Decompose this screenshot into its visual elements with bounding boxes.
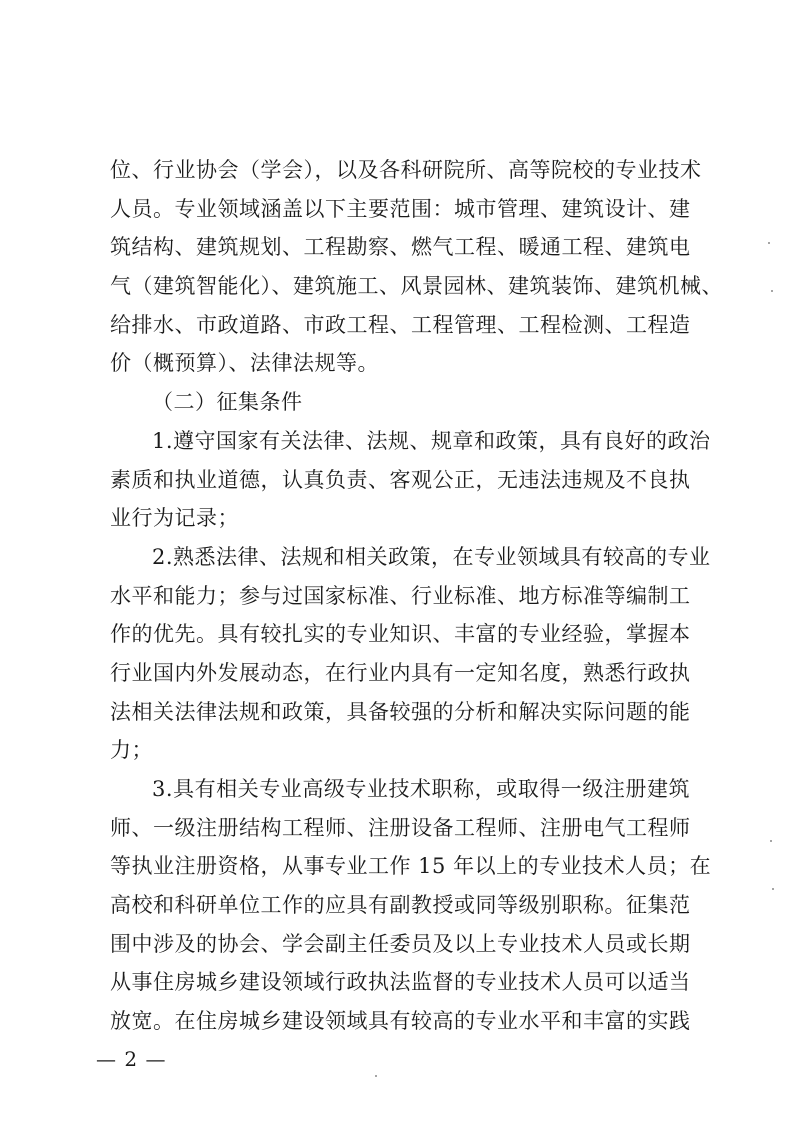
text-line: 师、一级注册结构工程师、注册设备工程师、注册电气工程师: [110, 815, 691, 840]
scan-speck: [771, 290, 773, 292]
scan-speck: [770, 840, 772, 842]
text-line: 2.熟悉法律、法规和相关政策，在专业领域具有较高的专业: [152, 544, 711, 569]
text-line: 围中涉及的协会、学会副主任委员及以上专业技术人员或长期: [110, 931, 691, 956]
text-line: 价（概预算）、法律法规等。: [110, 351, 379, 376]
text-line: 放宽。在住房城乡建设领域具有较高的专业水平和丰富的实践: [110, 1009, 691, 1034]
scan-speck: [375, 1075, 377, 1077]
text-line: 位、行业协会（学会），以及各科研院所、高等院校的专业技术: [110, 158, 702, 182]
text-line: 1.遵守国家有关法律、法规、规章和政策，具有良好的政治: [152, 428, 711, 453]
text-line: 气（建筑智能化）、建筑施工、风景园林、建筑装饰、建筑机械、: [110, 274, 723, 299]
text-line: 人员。专业领域涵盖以下主要范围：城市管理、建筑设计、建: [110, 196, 691, 221]
text-line: 水平和能力；参与过国家标准、行业标准、地方标准等编制工: [110, 583, 691, 608]
text-line: 作的优先。具有较扎实的专业知识、丰富的专业经验，掌握本: [110, 622, 691, 647]
section-heading: （二）征集条件: [152, 390, 303, 415]
text-line: 力；: [110, 738, 153, 763]
text-line: 素质和执业道德，认真负责、客观公正，无违法违规及不良执: [110, 467, 691, 492]
text-line: 筑结构、建筑规划、工程勘察、燃气工程、暖通工程、建筑电: [110, 235, 691, 260]
scan-speck: [768, 242, 770, 244]
text-line: 法相关法律法规和政策，具备较强的分析和解决实际问题的能: [110, 699, 691, 724]
text-line: 高校和科研单位工作的应具有副教授或同等级别职称。征集范: [110, 893, 691, 918]
body-text: [110, 151, 723, 1041]
page-number: — 2 —: [96, 1047, 167, 1071]
text-line: 3.具有相关专业高级专业技术职称，或取得一级注册建筑: [152, 777, 690, 801]
text-line: 从事住房城乡建设领域行政执法监督的专业技术人员可以适当: [110, 970, 691, 995]
text-line: 给排水、市政道路、市政工程、工程管理、工程检测、工程造: [110, 312, 691, 337]
text-line: 等执业注册资格，从事专业工作 15 年以上的专业技术人员；在: [110, 854, 712, 879]
text-line: 业行为记录；: [110, 506, 239, 531]
text-line: 行业国内外发展动态，在行业内具有一定知名度，熟悉行政执: [110, 660, 691, 685]
scan-speck: [772, 888, 774, 890]
